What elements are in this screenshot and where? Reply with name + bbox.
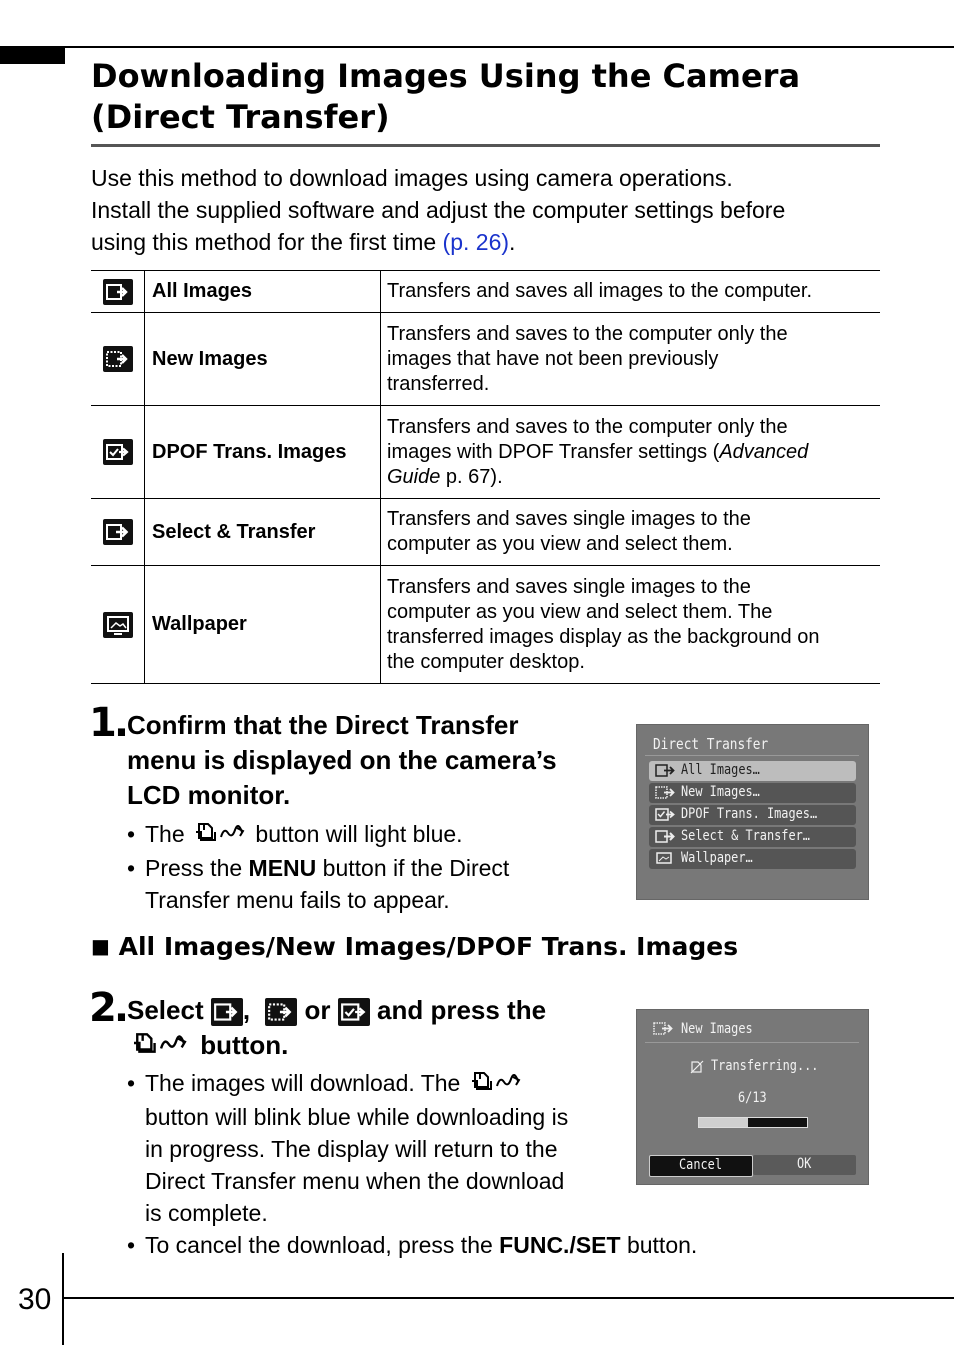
dpof-icon — [338, 998, 370, 1026]
mode-description: Transfers and saves to the computer only the images with DPOF Transfer settings (Advanced Guide p. 67). — [381, 406, 881, 499]
table-row — [91, 499, 880, 566]
transfer-count: 6/13 — [738, 1090, 767, 1106]
mode-name: Select & Transfer — [145, 499, 381, 566]
step-1-number: 1. — [89, 700, 127, 746]
new-images-icon — [653, 1022, 675, 1036]
print-share-button-icon — [467, 1069, 525, 1101]
page-title — [91, 56, 891, 138]
list-item: • The button will light blue. — [127, 818, 627, 852]
progress-fill — [699, 1118, 748, 1127]
list-item: • To cancel the download, press the FUNC./SET button. — [127, 1231, 698, 1258]
lcd-menu-item-select-transfer[interactable]: Select & Transfer… — [649, 827, 856, 847]
mode-name: DPOF Trans. Images — [145, 406, 381, 499]
ok-button[interactable]: OK — [753, 1155, 856, 1175]
select-transfer-icon — [103, 519, 133, 545]
table-row — [91, 271, 880, 313]
new-images-icon — [265, 998, 297, 1026]
mode-name: New Images — [145, 313, 381, 406]
page-number: 30 — [18, 1283, 52, 1316]
lcd-transferring-screen — [636, 1009, 869, 1185]
table-row — [91, 566, 880, 684]
title-line-2: (Direct Transfer) — [91, 98, 390, 136]
table-row — [91, 313, 880, 406]
lcd-menu-item-new-images[interactable]: New Images… — [649, 783, 856, 803]
all-images-icon — [211, 998, 243, 1026]
step-2-heading: Select , or and press the button. — [127, 993, 627, 1065]
step-1-heading: Confirm that the Direct Transfer menu is displayed on the camera’s LCD monitor. — [127, 710, 557, 810]
section-heading: ■ All Images/New Images/DPOF Trans. Images — [91, 932, 739, 961]
footer-margin-rule — [62, 1253, 64, 1345]
lcd-menu-item-wallpaper[interactable]: Wallpaper… — [649, 849, 856, 869]
step-2-bullets — [127, 1067, 698, 1261]
new-images-icon — [103, 346, 133, 372]
step-2-number: 2. — [89, 985, 127, 1031]
mode-description: Transfers and saves single images to the computer as you view and select them. The transferred images display as the background on the computer desktop. — [381, 566, 881, 684]
transfer-modes-table — [91, 270, 880, 684]
print-share-button-icon — [127, 1030, 193, 1065]
footer-rule — [64, 1297, 954, 1299]
table-row — [91, 406, 880, 499]
mode-name: All Images — [145, 271, 381, 313]
transfer-status: Transferring... — [711, 1058, 819, 1074]
intro-line-3: using this method for the first time (p. 26). — [91, 229, 516, 255]
all-images-icon — [103, 279, 133, 305]
lcd-direct-transfer-menu — [636, 724, 869, 900]
cancel-button[interactable]: Cancel — [649, 1155, 753, 1177]
mode-description: Transfers and saves to the computer only the images that have not been previously transferred. — [381, 313, 881, 406]
title-line-1: Downloading Images Using the Camera — [91, 57, 801, 95]
lcd-title: Direct Transfer — [653, 735, 769, 753]
transfer-progress-bar — [698, 1117, 808, 1128]
no-entry-icon — [689, 1059, 705, 1075]
dpof-icon — [103, 439, 133, 465]
list-item: • Press the MENU button if the Direct Transfer menu fails to appear. — [127, 854, 510, 913]
page-reference-link[interactable]: (p. 26) — [442, 229, 510, 255]
print-share-button-icon — [191, 820, 249, 852]
mode-name: Wallpaper — [145, 566, 381, 684]
lcd-menu-item-dpof[interactable]: DPOF Trans. Images… — [649, 805, 856, 825]
lcd-menu-item-all-images[interactable]: All Images… — [649, 761, 856, 781]
mode-description: Transfers and saves all images to the computer. — [381, 271, 881, 313]
intro-paragraph — [91, 162, 891, 258]
header-rule — [0, 46, 954, 48]
lcd-title: New Images — [681, 1021, 753, 1037]
list-item: • The images will download. The button will blink blue while downloading is in progress. The display will return to the Direct Transfer menu when the download is complete. — [127, 1070, 569, 1226]
intro-line-2: Install the supplied software and adjust the computer settings before — [91, 197, 786, 223]
intro-line-1: Use this method to download images using camera operations. — [91, 165, 733, 191]
title-underline — [91, 144, 880, 147]
header-tab-marker — [0, 46, 65, 64]
mode-description: Transfers and saves single images to the computer as you view and select them. — [381, 499, 881, 566]
wallpaper-icon — [103, 612, 133, 638]
step-1-bullets — [127, 818, 627, 916]
